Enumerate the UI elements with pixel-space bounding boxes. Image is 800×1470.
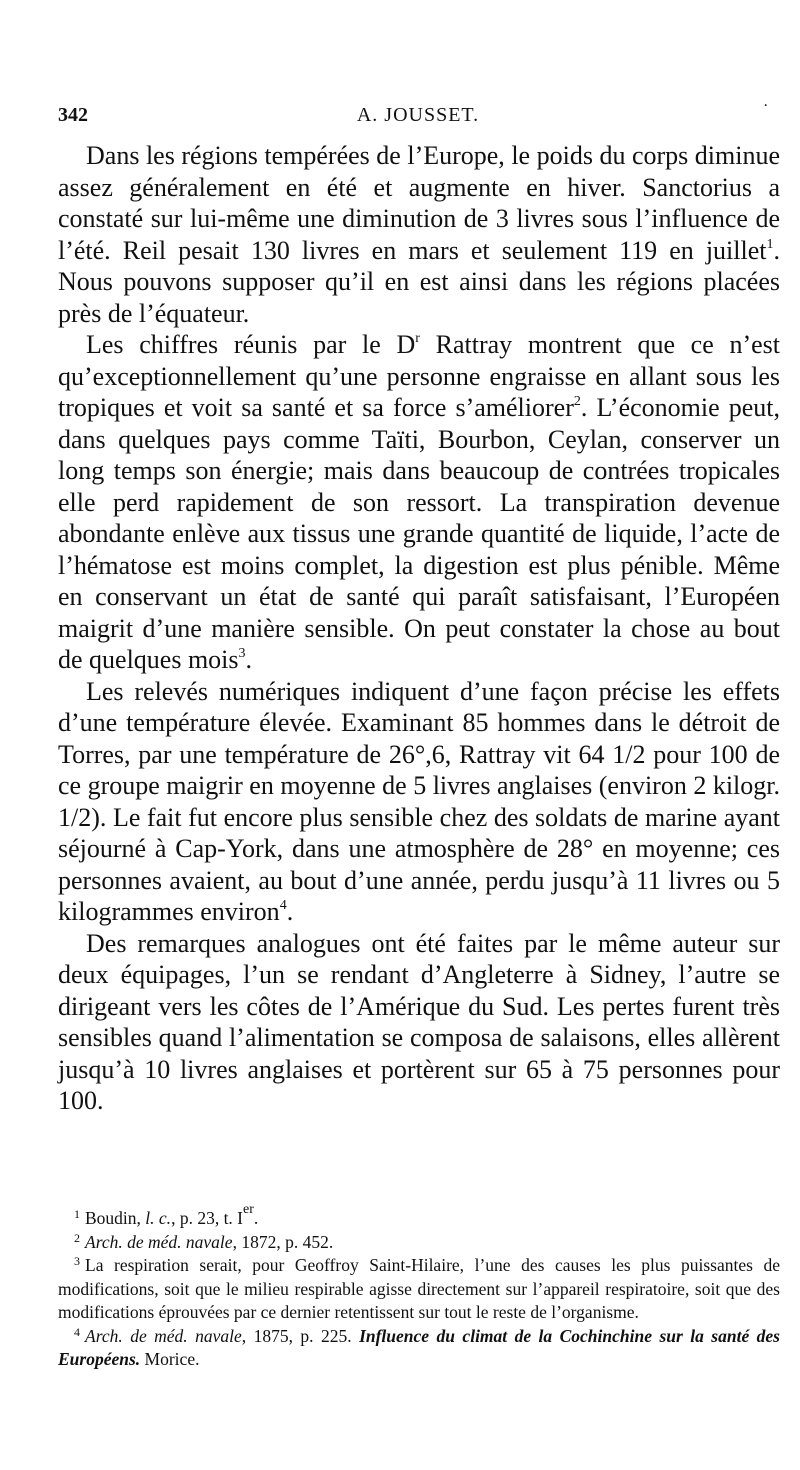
- footnote-3-text: La respiration serait, pour Geoffroy Saint-Hilaire, l’une des causes les plus puissantes de modifications, soit que le milieu respirable agisse directement sur l’appareil respiratoire, soit que des modifications éprouvées par ce dernier retentissent sur tout le reste de l’organisme.: [58, 1255, 780, 1322]
- paragraph-2-text-c: L’économie peut, dans quelques pays comme Taïti, Bourbon, Ceylan, conserver un long temps son énergie; mais dans beaucoup de contrées tropicales elle perd rapidement de son ressort. La transpiration devenue abondante enlève aux tissus une grande quantité de liquide, l’acte de l’hématose est moins complet, la digestion est plus pénible. Même en conservant un état de santé qui paraît satisfaisant, l’Européen maigrit d’une manière sensible. On peut constater la chose au bout de quelques mois: [58, 393, 780, 674]
- footnote-ref-1: 1: [766, 236, 774, 252]
- paragraph-2: Les chiffres réunis par le $D^r$ Rattray montrent que ce n’est qu’exceptionnellement qu’une personne engraisse en allant sous les tropiques et voit sa santé et sa force s’améliorer$^2$. L’économie peut, dans quelques pays comme Taïti, Bourbon, Ceylan, conserver un long temps son énergie; mais dans beaucoup de contrées tropicales elle perd rapidement de son ressort. La transpiration devenue abondante enlève aux tissus une grande quantité de liquide, l’acte de l’hématose est moins complet, la digestion est plus pénible. Même en conservant un état de santé qui paraît satisfaisant, l’Européen maigrit d’une manière sensible. On peut constater la chose au bout de quelques mois$^3$.: [58, 330, 781, 674]
- footnotes: [58, 1202, 780, 1372]
- footnote-ref-2: 2: [573, 394, 581, 409]
- footnote-4-detail: , 1875, p. 225.: [241, 1325, 360, 1346]
- footnote-4-mark: 4: [74, 1324, 80, 1339]
- footnote-ref-3: 3: [238, 646, 246, 661]
- paragraph-2-text-b: Rattray montrent que ce n’est qu’exceptionnellement qu’une personne engraisse en allant sous les tropiques et voit sa santé et sa force s’améliorer: [58, 330, 781, 422]
- footnote-1-mark: 1: [74, 1207, 80, 1221]
- paragraph-3-text: Les relevés numériques indiquent d’une façon précise les effets d’une température élevée. Examinant 85 hommes dans le détroit de Torres, par une température de 26°,6, Rattray vit 64 1/2 pour 100 de ce groupe maigrir en moyenne de 5 livres anglaises (environ 2 kilogr. 1/2). Le fait fut encore plus sensible chez des soldats de marine ayant séjourné à Cap-York, dans une atmosphère de 28° en moyenne; ces personnes avaient, au bout d’une année, perdu jusqu’à 11 livres ou 5 kilogrammes environ: [58, 676, 781, 926]
- paragraph-1-text-b: Nous pouvons supposer qu’il en est ainsi dans les régions placées près de l’équateur.: [58, 267, 780, 328]
- footnote-4-journal: Arch. de méd. navale: [85, 1325, 242, 1346]
- corner-mark: ·: [763, 98, 768, 114]
- footnote-1-author: Boudin,: [85, 1208, 146, 1228]
- paragraph-4: [58, 928, 780, 1117]
- footnote-1: [58, 1202, 780, 1231]
- footnote-1-page: , p. 23, t. I: [171, 1208, 244, 1228]
- footnote-2: [58, 1231, 780, 1255]
- paragraph-3: Les relevés numériques indiquent d’une façon précise les effets d’une température élevée. Examinant 85 hommes dans le détroit de Torres, par une température de 26°,6, Rattray vit 64 1/2 pour 100 de ce groupe maigrir en moyenne de 5 livres anglaises (environ 2 kilogr. 1/2). Le fait fut encore plus sensible chez des soldats de marine ayant séjourné à Cap-York, dans une atmosphère de 28° en moyenne; ces personnes avaient, au bout d’une année, perdu jusqu’à 11 livres ou 5 kilogrammes environ$^4$.: [58, 676, 781, 926]
- main-text: [58, 140, 780, 1117]
- footnote-4-title: Influence du climat de la Cochinchine sur la santé des Européens.: [58, 1325, 780, 1369]
- footnote-2-mark: 2: [74, 1230, 80, 1245]
- footnote-3: [58, 1254, 780, 1325]
- paragraph-1: Dans les régions tempérées de l’Europe, le poids du corps diminue assez généralement en été et augmente en hiver. Sanctorius a constaté sur lui-même une diminution de 3 livres sous l’influence de l’été. Reil pesait 130 livres en mars et seulement 119 en juillet$^1$. Nous pouvons supposer qu’il en est ainsi dans les régions placées près de l’équateur.: [58, 141, 780, 328]
- paragraph-2-text-a: Les chiffres réunis par le D: [86, 330, 416, 359]
- page-header: [58, 98, 778, 138]
- doctor-sup: r: [415, 331, 420, 346]
- footnote-1-loc: l. c.: [145, 1208, 172, 1228]
- footnote-3-mark: 3: [74, 1254, 80, 1268]
- footnote-2-detail: , 1872, p. 452.: [232, 1231, 334, 1252]
- page-number: 342: [58, 104, 88, 126]
- footnote-4-author: Morice.: [140, 1349, 200, 1369]
- running-head: A. JOUSSET.: [356, 104, 480, 126]
- footnote-1-sup: er: [243, 1202, 254, 1217]
- paragraph-1-text-a: Dans les régions tempérées de l’Europe, le poids du corps diminue assez généralement en été et augmente en hiver. Sanctorius a constaté sur lui-même une diminution de 3 livres sous l’influence de l’été. Reil pesait 130 livres en mars et seulement 119 en juillet: [58, 141, 780, 265]
- footnote-4: [58, 1325, 780, 1372]
- footnote-1-end: .: [253, 1208, 259, 1228]
- footnote-ref-4: 4: [279, 898, 287, 913]
- paragraph-4-text: Des remarques analogues ont été faites par le même auteur sur deux équipages, l’un se rendant d’Angleterre à Sidney, l’autre se dirigeant vers les côtes de l’Amérique du Sud. Les pertes furent très sensibles quand l’alimentation se composa de salaisons, elles allèrent jusqu’à 10 livres anglaises et portèrent sur 65 à 75 personnes pour 100.: [58, 928, 780, 1115]
- footnote-2-journal: Arch. de méd. navale: [85, 1231, 233, 1252]
